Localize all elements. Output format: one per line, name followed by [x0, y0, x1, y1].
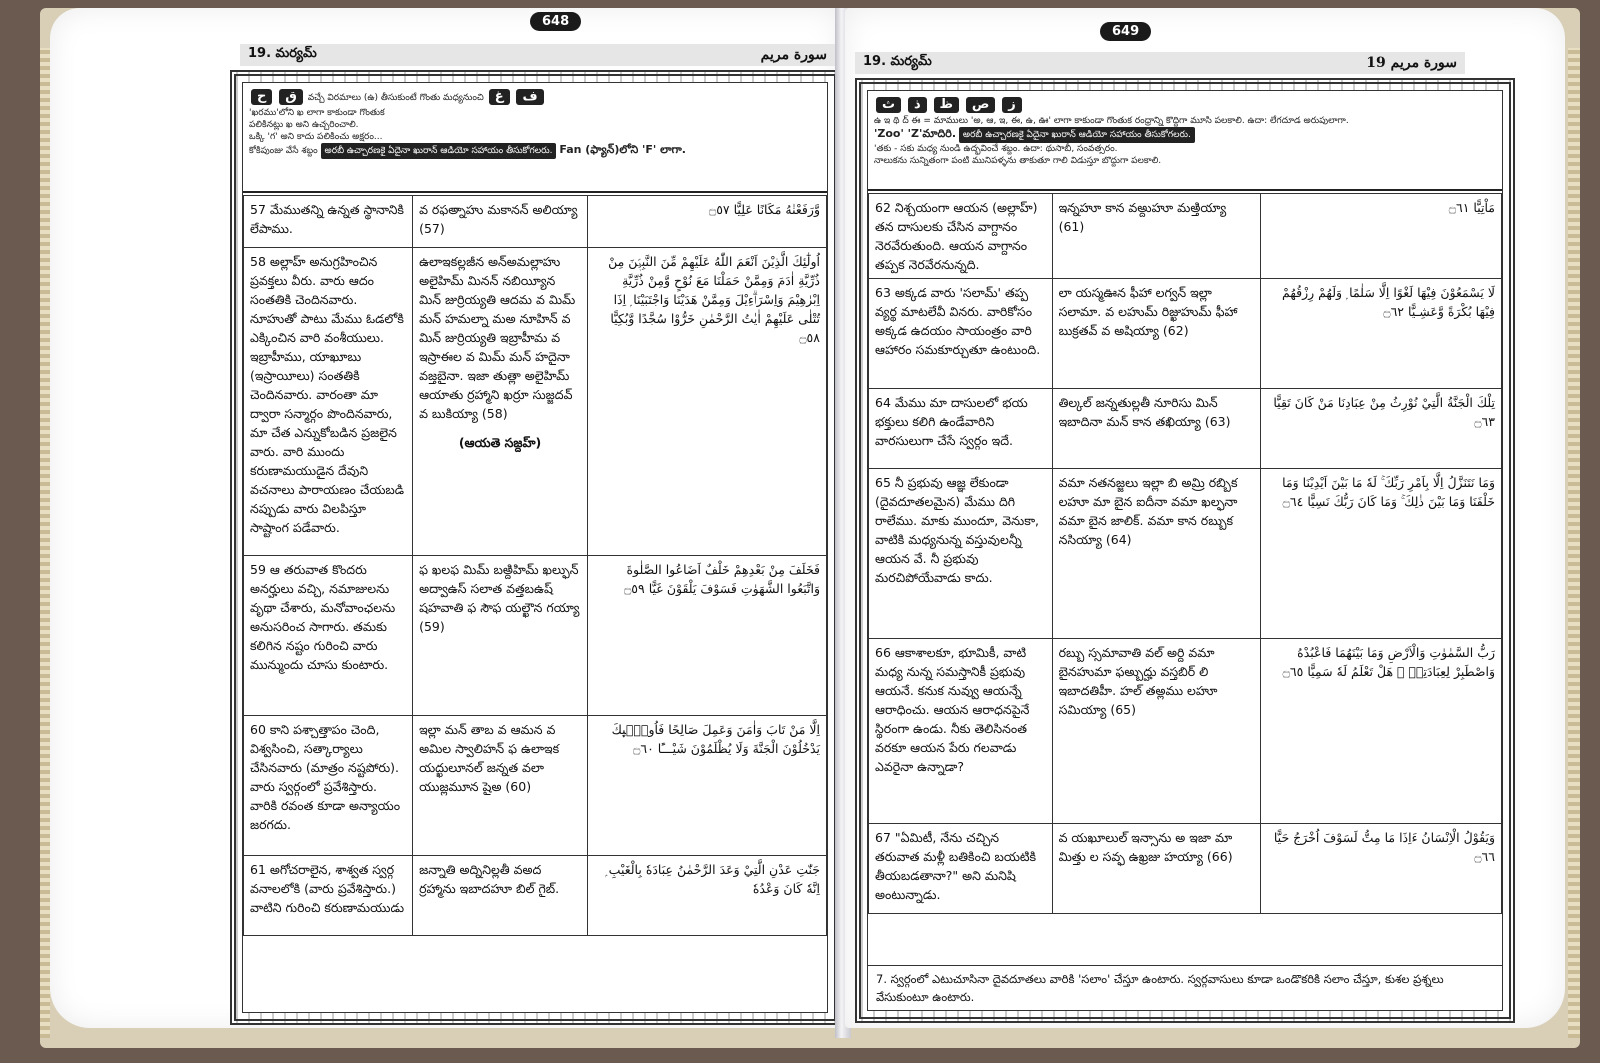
- verse-row: [244, 556, 827, 716]
- sajdah-note: (ఆయతె సజ్దహ్): [458, 435, 542, 450]
- arabic-verse: جَنّٰتِ عَدْنِ الَّتِيْ وَعَدَ الرَّحْمٰنُ عِبَادَهٗ بِالْغَيْبِ ۭ اِنَّهٗ كَانَ وَعْدُهٗ: [587, 856, 826, 936]
- audio-help-badge: అరబీ ఉచ్చారణకై ఏదైనా ఖురాన్ ఆడియో సహాయం తీసుకోగలరు.: [959, 127, 1195, 143]
- surah-title: 19. మర్యమ్: [863, 54, 932, 69]
- guide-text: వచ్చే విరమాలు (ఉ) తీసుకుంటే గొంతు మధ్యనుంచి: [307, 93, 484, 103]
- surah-title-arabic: سورة مريم 19: [1366, 55, 1457, 71]
- letter-tile: ق: [279, 89, 303, 105]
- pronunciation-guide: [868, 91, 1502, 191]
- letter-tile: ص: [966, 97, 996, 113]
- transliteration: రబ్బు స్సమావాతి వల్ అర్ది వమా బైనహుమా ఫఅ్బుద్హు వస్తబిర్ లి ఇబాదతిహీ. హల్ తఅ్లము లహూ సమియ్యా (65): [1052, 639, 1261, 824]
- verse-row: [869, 469, 1502, 639]
- guide-text: నాలుకను సున్నితంగా పంటి మునిపళ్ళను తాకుతూ గాలి విడుస్తూ బొద్దుగా పలకాలి.: [874, 156, 1162, 166]
- letter-tile: غ: [489, 89, 510, 105]
- transliteration: లా యస్మఊన ఫీహా లగ్వన్ ఇల్లా సలామా. వ లహుమ్ రిజ్ఖుహుమ్ ఫీహా బుక్రతవ్ వ అషియ్యా (62): [1052, 279, 1261, 389]
- transliteration: ఫ ఖలఫ మిమ్ బఅ్దిహిమ్ ఖల్ఫున్ అద్వాఉస్ సలాత వత్తబఉష్ షహవాతి ఫ సౌఫ యల్ఖౌన గయ్యా (59): [413, 556, 588, 716]
- telugu-translation: 64 మేము మా దాసులలో భయ భక్తులు కలిగి ఉండేవారిని వారసులుగా చేసే స్వర్గం ఇదే.: [869, 389, 1053, 469]
- telugu-translation: 57 మేముతన్ని ఉన్నత స్థానానికి లేపాము.: [244, 196, 413, 248]
- transliteration: వ రఫఅ్నాహు మకానన్ అలియ్యా (57): [413, 196, 588, 248]
- transliteration: తిల్కల్ జన్నతుల్లతీ నూరిసు మిన్ ఇబాదినా మన్ కాన తఖియ్యా (63): [1052, 389, 1261, 469]
- guide-text: పలికినట్లు ఖ అని ఉచ్చరించాలి.: [249, 120, 359, 130]
- guide-text: కోకిపుంజు వేసే శబ్దం: [249, 146, 318, 156]
- verse-row: [869, 279, 1502, 389]
- transliteration: వమా నతనజ్జలు ఇల్లా బి అమ్రి రబ్బిక లహూ మా బైన ఐదీనా వమా ఖల్ఫనా వమా బైన జాలిక్. వమా కాన రబ్బుక నసియ్యా (64): [1052, 469, 1261, 639]
- guide-text: 'Zoo' 'Z'మాదిరి.: [874, 127, 957, 140]
- arabic-verse: وَمَا نَتَنَزَّلُ اِلَّا بِاَمْرِ رَبِّكَ ۚ لَهٗ مَا بَيْنَ اَيْدِيْنَا وَمَا خَلْفَنَا وَمَا بَيْنَ ذٰلِكَ ۚ وَمَا كَانَ رَبُّكَ نَسِيًّا ۝٦٤: [1261, 469, 1502, 639]
- page-number: 649: [1100, 22, 1151, 41]
- arabic-verse: رَبُّ السَّمٰوٰتِ وَالْاَرْضِ وَمَا بَيْنَهُمَا فَاعْبُدْهُ وَاصْطَبِرْ لِعِبَادَتِهٖ ۭ هَلْ تَعْلَمُ لَهٗ سَمِيًّا ۝٦٥: [1261, 639, 1502, 824]
- letter-tile: ث: [876, 97, 901, 113]
- audio-help-badge: అరబీ ఉచ్చారణకై ఏదైనా ఖురాన్ ఆడియో సహాయం తీసుకోగలరు.: [321, 143, 557, 159]
- page-number: 648: [530, 12, 581, 31]
- arabic-verse: تِلْكَ الْجَنَّةُ الَّتِيْ نُوْرِثُ مِنْ عِبَادِنَا مَنْ كَانَ تَقِيًّا ۝٦٣: [1261, 389, 1502, 469]
- transliteration: ఇల్లా మన్ తాబ వ ఆమన వ అమిల స్వాలిహన్ ఫ ఉలాఇక యద్ఖులూనల్ జన్నత వలా యుజ్లమూన షైఅ (60): [413, 716, 588, 856]
- page-frame: [230, 70, 840, 1025]
- telugu-translation: 61 అగోచరాలైన, శాశ్వత స్వర్గ వనాలలోకి (వారు ప్రవేశిస్తారు.) వాటిని గురించి కరుణామయుడు: [244, 856, 413, 936]
- telugu-translation: 60 కాని పశ్చాత్తాపం చెంది, విశ్వసించి, సత్కార్యాలు చేసినవారు (మాత్రం నష్టపోరు). వారు స్వర్గంలో ప్రవేశిస్తారు. వారికి రవంత కూడా అన్యాయం జరగదు.: [244, 716, 413, 856]
- letter-tile: ظ: [934, 97, 960, 113]
- letter-tile: ف: [516, 89, 543, 105]
- verse-row: [869, 639, 1502, 824]
- arabic-verse: اِلَّا مَنْ تَابَ وَاٰمَنَ وَعَمِلَ صَالِحًا فَاُولٰۗىِٕكَ يَدْخُلُوْنَ الْجَنَّةَ وَلَا يُظْلَمُوْنَ شَيْـــًٔا ۝٦٠: [587, 716, 826, 856]
- verse-row: [244, 856, 827, 936]
- telugu-translation: 58 అల్లాహ్ అనుగ్రహించిన ప్రవక్తలు వీరు. వారు ఆదం సంతతికి చెందినవారు. నూహుతో పాటు మేము ఓడలోకి ఎక్కించిన వారి వంశీయులు. ఇబ్రాహీము, యాఖూబు (ఇస్రాయీలు) సంతతికి చెందినవారు. వారంతా మా ద్వారా సన్మార్గం పొందినవారు, మా చేత ఎన్నుకోబడిన ప్రజలైన వారు. వారి ముందు కరుణామయుడైన దేవుని వచనాలు పారాయణం చేయబడి నప్పుడు వారు విలపిస్తూ సాష్టాంగ పడేవారు.: [244, 248, 413, 556]
- verse-row: [244, 196, 827, 248]
- right-page-edge: [1568, 48, 1580, 1038]
- arabic-verse: وَيَقُوْلُ الْاِنْسَانُ ءَاِذَا مَا مِتُّ لَسَوْفَ اُخْرَجُ حَيًّا ۝٦٦: [1261, 824, 1502, 914]
- telugu-translation: 59 ఆ తరువాత కొందరు అనర్హులు వచ్చి, నమాజులను వృథా చేశారు, మనోవాంఛలను అనుసరించ సాగారు. తమకు కలిగిన నష్టం గురించి వారు మున్ముందు చూసు కుంటారు.: [244, 556, 413, 716]
- page-frame: [855, 78, 1515, 1023]
- letter-tile: ز: [1002, 97, 1021, 113]
- left-page-edge: [40, 48, 50, 1038]
- guide-text: 'ఖరము'లోని ఖ లాగా కాకుండా గొంతుక: [249, 108, 385, 118]
- arabic-verse: اُولٰٓئِكَ الَّذِيْنَ اَنْعَمَ اللّٰهُ عَلَيْهِمْ مِّنَ النَّبِيّٖنَ مِنْ ذُرِّيَّةِ اٰدَمَ وَمِمَّنْ حَمَلْنَا مَعَ نُوْحٍ وَّمِنْ ذُرِّيَّةِ اِبْرٰهِيْمَ وَاِسْرَاۗءِيْلَ وَمِمَّنْ هَدَيْنَا وَاجْتَبَيْنَا ۭ اِذَا تُتْلٰى عَلَيْهِمْ اٰيٰتُ الرَّحْمٰنِ خَرُّوْا سُجَّدًا وَّبُكِيًّا ۝٥٨: [587, 248, 826, 556]
- verse-row: [869, 194, 1502, 279]
- arabic-verse: لَا يَسْمَعُوْنَ فِيْهَا لَغْوًا اِلَّا سَلٰمًا ۭ وَلَهُمْ رِزْقُهُمْ فِيْهَا بُكْرَةً وَّعَشِـيًّا ۝٦٢: [1261, 279, 1502, 389]
- letter-tile: ح: [251, 89, 272, 105]
- transliteration: ఉలాఇకల్లజీన అన్అమల్లాహు అలైహిమ్ మినన్ నబియ్యీన మిన్ జుర్రియ్యతి ఆదమ వ మిమ్ మన్ హమల్నా మఅ నూహిన్ వ మిన్ జుర్రియ్యతి ఇబ్రాహీమ వ ఇస్రాఈల వ మిమ్ మన్ హదైనా వజ్తబైనా. ఇజా తుత్లా అలైహిమ్ ఆయాతు ర్రహ్మాని ఖర్రూ సుజ్జదవ్ వ బుకియ్యా (58): [419, 254, 576, 421]
- transliteration: వ యఖూలుల్ ఇన్సాను అ ఇజా మా మిత్తు ల సవ్ఫ ఉఖ్రజు హయ్యా (66): [1052, 824, 1261, 914]
- transliteration: ఇన్నహూ కాన వఅ్దుహూ మఅ్తియ్యా (61): [1052, 194, 1261, 279]
- pronunciation-guide: [243, 83, 827, 193]
- surah-title: 19. మర్యమ్: [248, 46, 317, 61]
- verse-row: [869, 824, 1502, 914]
- telugu-translation: 63 అక్కడ వారు 'సలామ్' తప్ప వ్యర్థ మాటలేవీ వినరు. వారికోసం అక్కడ ఉదయం సాయంత్రం వారి ఆహారం సమకూర్చుతూ ఉంటుంది.: [869, 279, 1053, 389]
- verse-table: [868, 193, 1502, 914]
- verse-row: [244, 248, 827, 556]
- verse-table: [243, 195, 827, 936]
- guide-text: ఒక్కి 'గ' అని కాదు పలికించు అక్షరం...: [249, 132, 383, 142]
- guide-text: Fan (ఫ్యాన్)లోని 'F' లాగా.: [559, 143, 686, 156]
- transliteration: జన్నాతి అద్నినిల్లతీ వఅద ర్రహ్మాను ఇబాదహూ బిల్ గైబ్.: [413, 856, 588, 936]
- verse-row: [869, 389, 1502, 469]
- letter-tile: ذ: [908, 97, 927, 113]
- left-page: [50, 8, 840, 1028]
- arabic-verse: فَخَلَفَ مِنْ بَعْدِهِمْ خَلْفٌ اَضَاعُوا الصَّلٰوةَ وَاتَّبَعُوا الشَّهَوٰتِ فَسَوْفَ يَلْقَوْنَ غَيًّا ۝٥٩: [587, 556, 826, 716]
- arabic-verse: وَّرَفَعْنٰهُ مَكَانًا عَلِيًّا ۝٥٧: [587, 196, 826, 248]
- guide-text: 'తకు - సకు మధ్య నుండి ఉద్భవించే శబ్దం. ఉదా: థుసాబీ, సంవత్సరం.: [874, 144, 1118, 154]
- telugu-translation: 67 "ఏమిటీ, నేను చచ్చిన తరువాత మళ్లీ బతికించి బయటికి తీయబడతానా?" అని మనిషి అంటున్నాడు.: [869, 824, 1053, 914]
- transliteration-cell: [413, 248, 588, 556]
- telugu-translation: 66 ఆకాశాలకూ, భూమికీ, వాటి మధ్య నున్న సమస్తానికీ ప్రభువు ఆయనే. కనుక నువ్వు ఆయన్నే ఆరాధించు. ఆయన ఆరాధనపైనే స్థిరంగా ఉండు. నీకు తెలిసినంత వరకూ ఆయన పేరు గలవాడు ఎవరైనా ఉన్నాడా?: [869, 639, 1053, 824]
- telugu-translation: 62 నిశ్చయంగా ఆయన (అల్లాహ్) తన దాసులకు చేసిన వాగ్దానం నెరవేరుతుంది. ఆయన వాగ్దానం తప్పక నెరవేరనున్నది.: [869, 194, 1053, 279]
- verse-row: [244, 716, 827, 856]
- book-spread: [40, 8, 1580, 1048]
- guide-text: ఉ ఇ థి ద్ ఈ = మాములు 'అ, ఆ, ఇ, ఈ, ఉ, ఊ' లాగా కాకుండా గొంతుక రంధ్రాన్ని కొద్దిగా మూసి పలకాలి. ఉదా: లేగదూడ అరుపులాగా.: [874, 116, 1349, 126]
- arabic-verse: مَاْتِيًّا ۝٦١: [1261, 194, 1502, 279]
- telugu-translation: 65 నీ ప్రభువు ఆజ్ఞ లేకుండా (దైవదూతలమైన) మేము దిగి రాలేము. మాకు ముందూ, వెనుకా, వాటికి మధ్యనున్న వస్తువులన్నీ ఆయన వే. నీ ప్రభువు మరచిపోయేవాడు కాదు.: [869, 469, 1053, 639]
- running-head: [855, 52, 1465, 74]
- right-page: [845, 8, 1565, 1028]
- surah-title-arabic: سورة مريم: [760, 47, 827, 63]
- running-head: [240, 44, 835, 66]
- footnote: 7. స్వర్గంలో ఎటుచూసినా దైవదూతలు వారికి 'సలాం' చేస్తూ ఉంటారు. స్వర్గవాసులు కూడా ఒండొకరికి సలాం చేస్తూ, కుశల ప్రశ్నలు వేసుకుంటూ ఉంటారు.: [868, 965, 1502, 1010]
